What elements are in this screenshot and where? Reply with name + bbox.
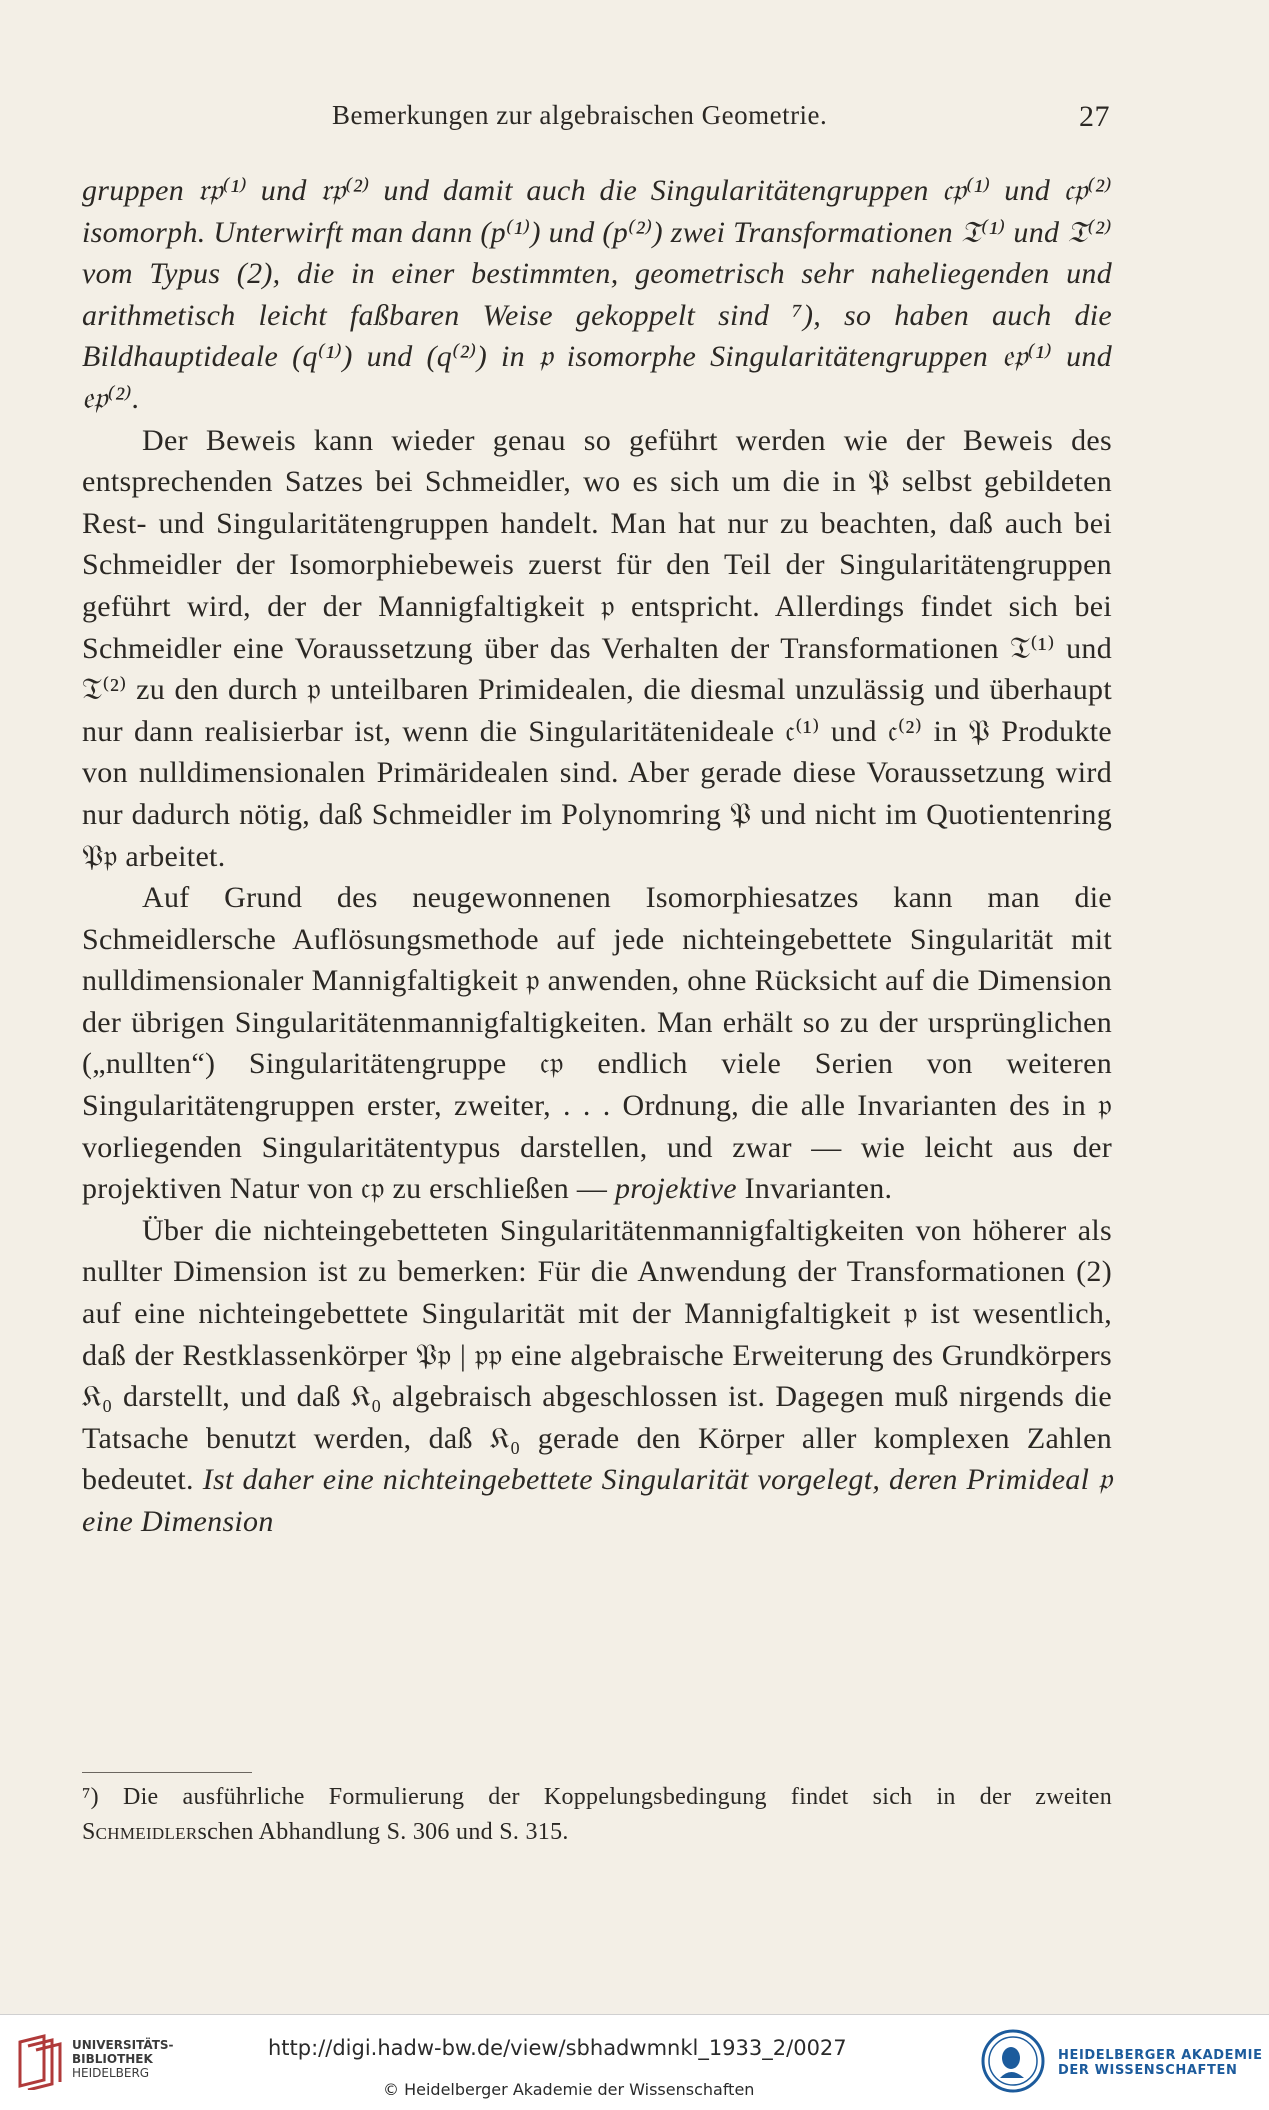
paragraph-3 — [82, 877, 1112, 1210]
page-number: 27 — [1079, 100, 1110, 133]
footnote-text: ⁷) Die ausführliche Formulierung der Koppelungsbedingung findet sich in der zweiten — [82, 1784, 1112, 1810]
viewer-footer — [0, 2014, 1269, 2110]
running-head-title: Bemerkungen zur algebraischen Geometrie. — [332, 100, 828, 130]
paragraph-4-italic: Ist daher eine nichteingebettete Singularität vorgelegt, deren Primideal 𝔭 eine Dimension — [82, 1463, 1112, 1538]
footer-divider — [0, 2014, 1269, 2015]
body-text — [82, 170, 1112, 1543]
paragraph-3-end: Invarianten. — [744, 1172, 893, 1206]
footnote — [82, 1780, 1112, 1850]
academy-name: HEIDELBERGER AKADEMIE DER WISSENSCHAFTEN — [1058, 2048, 1263, 2078]
footnote-author: Schmeidler — [82, 1819, 198, 1845]
paragraph-3-italic: projektive — [615, 1172, 737, 1206]
footnote-rule — [82, 1772, 252, 1773]
paragraph-1: gruppen 𝔯𝔭⁽¹⁾ und 𝔯𝔭⁽²⁾ und damit auch die Singularitätengruppen 𝔠𝔭⁽¹⁾ und 𝔠𝔭⁽²⁾ isomorph. Unterwirft man dann (p⁽¹⁾) und (p⁽²⁾) zwei Transformationen 𝔗⁽¹⁾ und 𝔗⁽²⁾ vom Typus (2), die in einer bestimmten, geometrisch sehr naheliegenden und arithmetisch leicht faßbaren Weise gekoppelt sind ⁷), so haben auch die Bildhauptideale (q⁽¹⁾) und (q⁽²⁾) in 𝔭 isomorphe Singularitätengruppen 𝔢𝔭⁽¹⁾ und 𝔢𝔭⁽²⁾. — [82, 174, 1112, 415]
paragraph-4-text: Über die nichteingebetteten Singularitätenmannigfaltigkeiten von höherer als nullter Dimension ist zu bemerken: Für die Anwendung der Transformationen (2) auf eine nichteingebettete Singularität mit der Mannigfaltigkeit 𝔭 ist wesentlich, daß der Restklassenkörper 𝔓𝔭 | 𝔭𝔭 eine algebraische Erweiterung des Grundkörpers 𝔎₀ darstellt, und daß 𝔎₀ algebraisch abgeschlossen ist. Dagegen muß nirgends die Tatsache benutzt werden, daß 𝔎₀ gerade den Körper aller komplexen Zahlen bedeutet. — [82, 1213, 1112, 1497]
paragraph-3-text: Auf Grund des neugewonnenen Isomorphiesatzes kann man die Schmeidlersche Auflösungsmethode auf jede nichteingebettete Singularität mit nulldimensionaler Mannigfaltigkeit 𝔭 anwenden, ohne Rücksicht auf die Dimension der übrigen Singularitätenmannigfaltigkeiten. Man erhält so zu der ursprünglichen („nullten“) Singularitätengruppe 𝔠𝔭 endlich viele Serien von weiteren Singularitätengruppen erster, zweiter, . . . Ordnung, die alle Invarianten des in 𝔭 vorliegenden Singularitätentypus darstellen, und zwar — wie leicht aus der projektiven Natur von 𝔠𝔭 zu erschließen — — [82, 881, 1112, 1206]
university-library-name: UNIVERSITÄTS- BIBLIOTHEK HEIDELBERG — [72, 2038, 174, 2080]
copyright-notice: © Heidelberger Akademie der Wissenschaften — [383, 2080, 755, 2099]
academy-seal-icon — [980, 2028, 1046, 2094]
paragraph-2: Der Beweis kann wieder genau so geführt werden wie der Beweis des entsprechenden Satzes bei Schmeidler, wo es sich um die in 𝔓 selbst gebildeten Rest- und Singularitätengruppen handelt. Man hat nur zu beachten, daß auch bei Schmeidler der Isomorphiebeweis zuerst für den Teil der Singularitätengruppen geführt wird, der der Mannigfaltigkeit 𝔭 entspricht. Allerdings findet sich bei Schmeidler eine Voraussetzung über das Verhalten der Transformationen 𝔗⁽¹⁾ und 𝔗⁽²⁾ zu den durch 𝔭 unteilbaren Primidealen, die diesmal unzulässig und überhaupt nur dann realisierbar ist, wenn die Singularitätenideale 𝔠⁽¹⁾ und 𝔠⁽²⁾ in 𝔓 Produkte von nulldimensionalen Primäridealen sind. Aber gerade diese Voraussetzung wird nur dadurch nötig, daß Schmeidler im Polynomring 𝔓 und nicht im Quotientenring 𝔓𝔭 arbeitet. — [82, 423, 1112, 873]
university-library-logo-icon — [14, 2032, 64, 2090]
document-url-link[interactable]: http://digi.hadw-bw.de/view/sbhadwmnkl_1933_2/0027 — [268, 2036, 847, 2060]
footnote-text-end: schen Abhandlung S. 306 und S. 315. — [197, 1819, 569, 1845]
paragraph-4 — [82, 1210, 1112, 1543]
